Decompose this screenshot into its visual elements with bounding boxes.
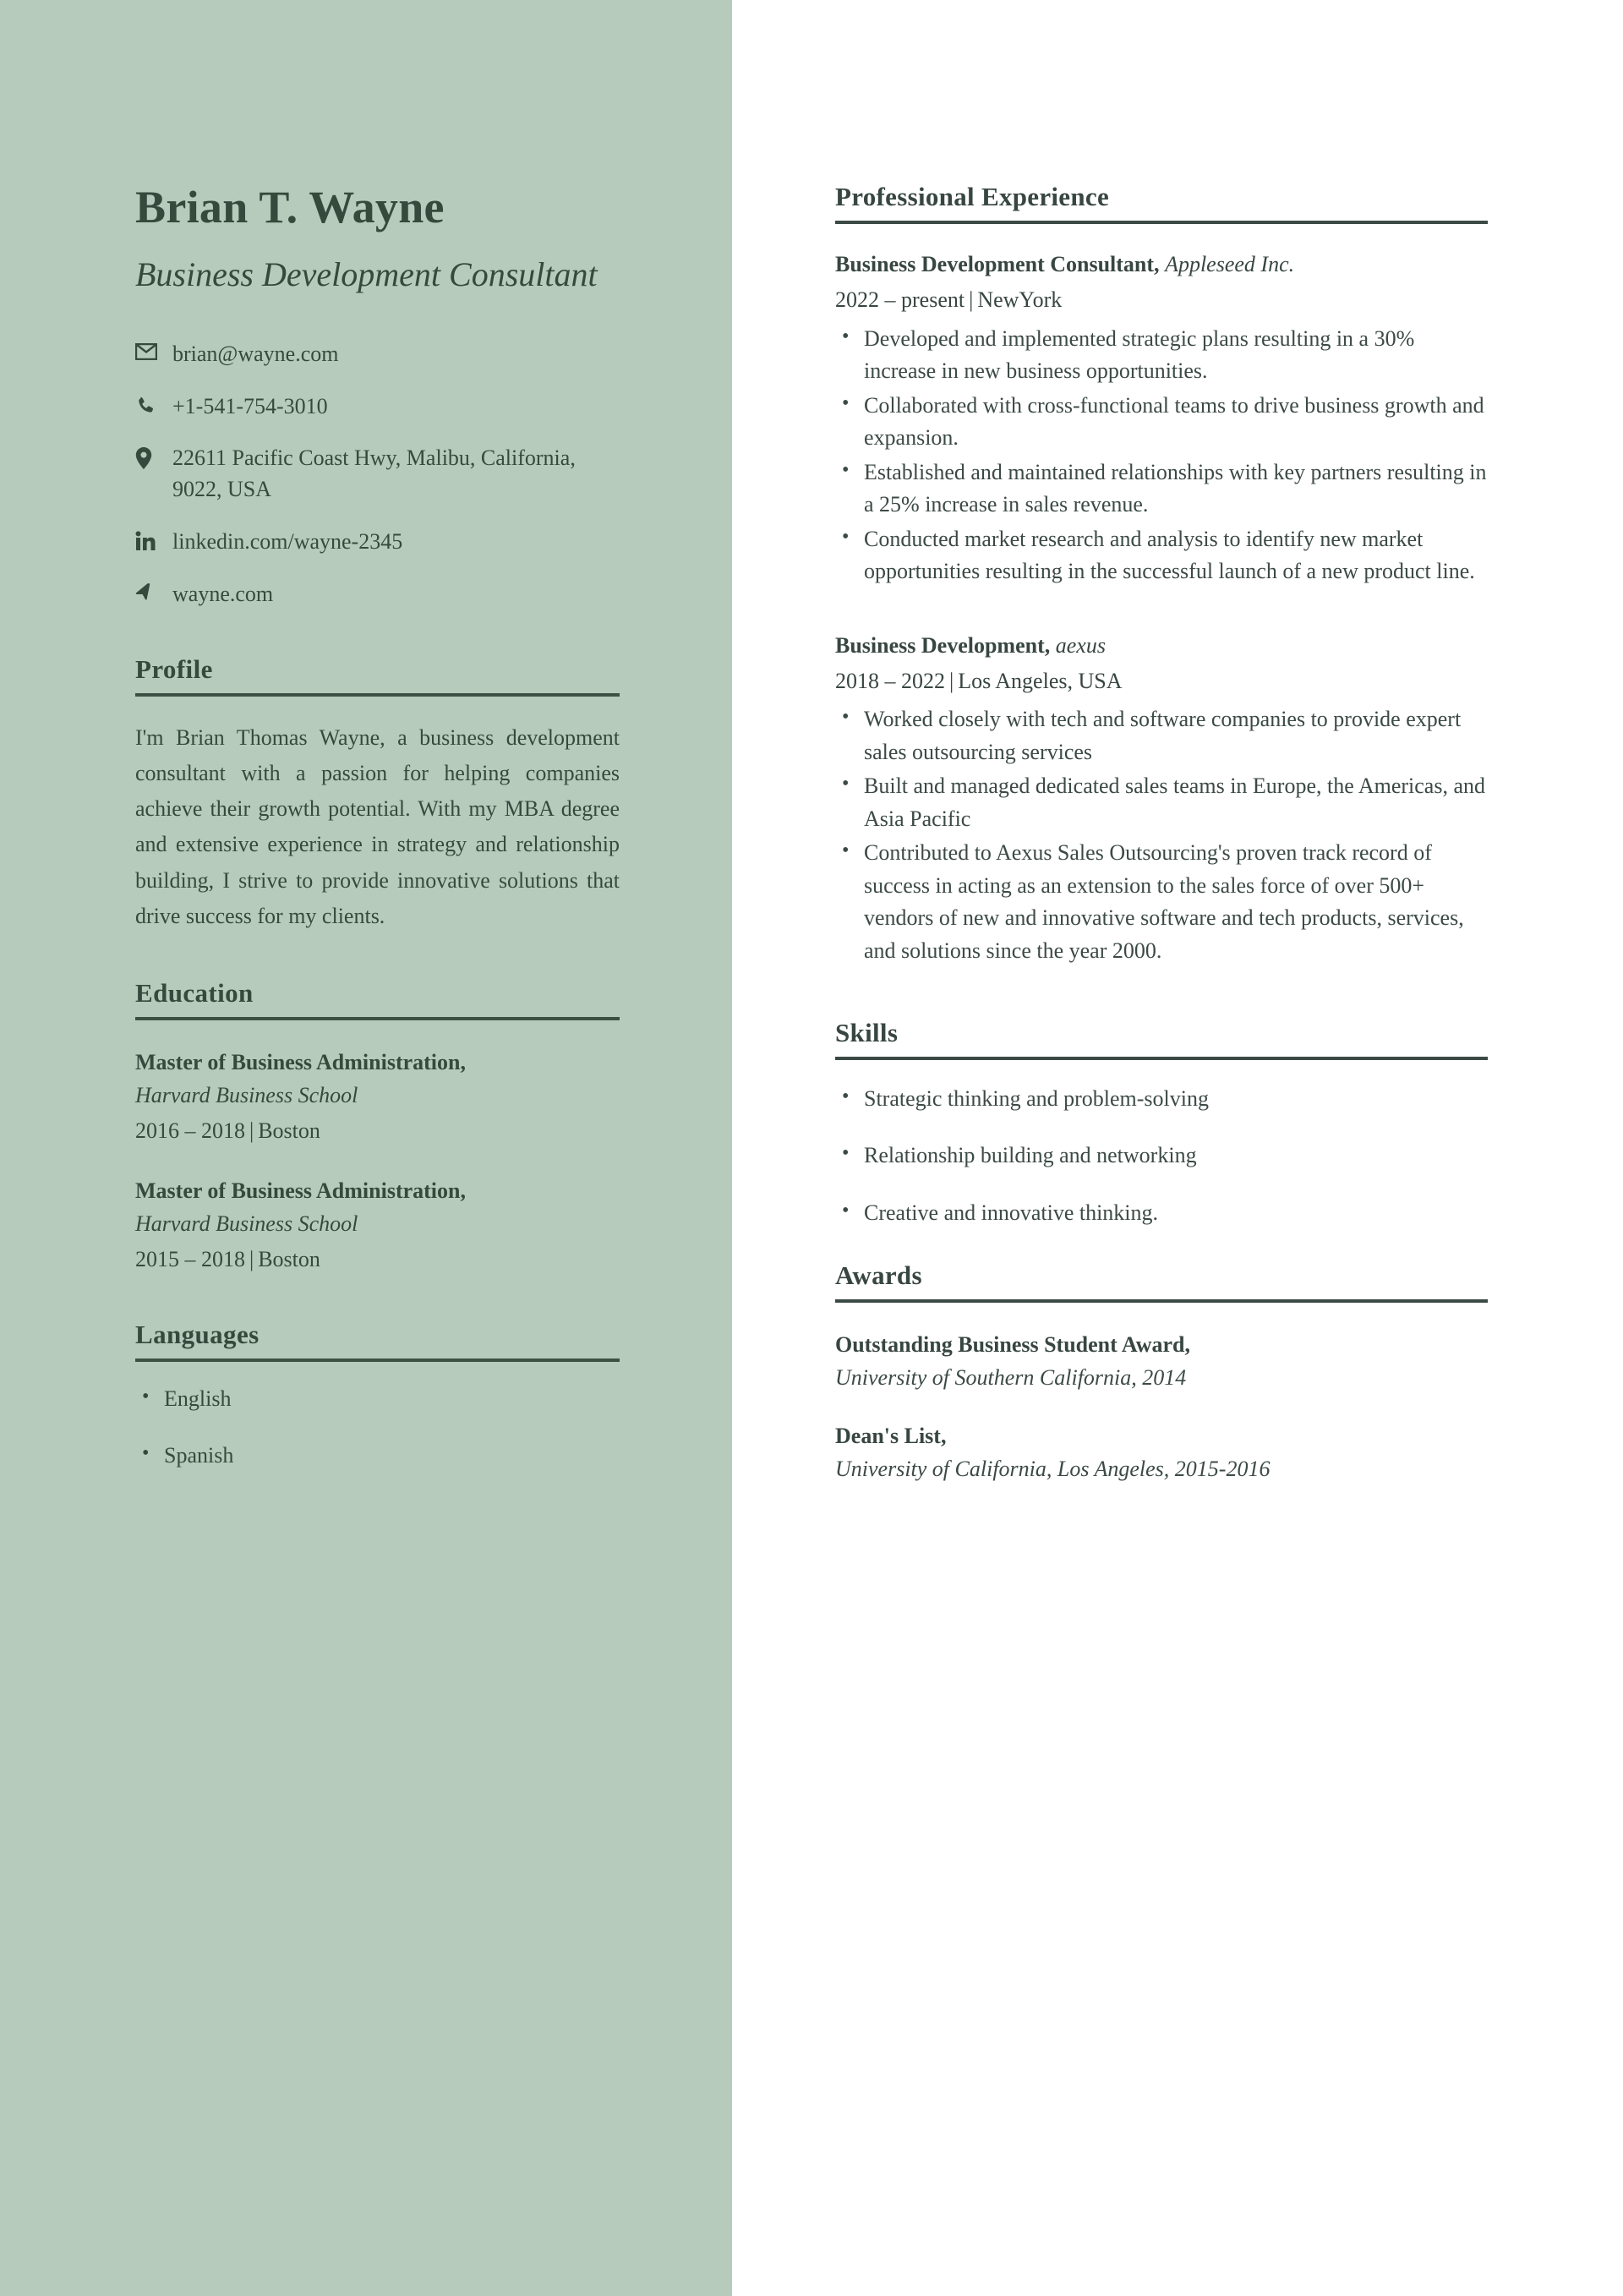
contact-address-value: 22611 Pacific Coast Hwy, Malibu, California, 9022, USA xyxy=(172,446,576,502)
education-entry xyxy=(135,1176,620,1276)
skills-list xyxy=(835,1084,1488,1228)
languages-heading: Languages xyxy=(135,1319,260,1349)
experience-title-line xyxy=(835,249,1488,280)
experience-company: Appleseed Inc. xyxy=(1165,252,1295,276)
separator: | xyxy=(249,1118,254,1144)
contact-email-value: brian@wayne.com xyxy=(172,341,339,366)
award-name: Outstanding Business Student Award, xyxy=(835,1332,1190,1358)
list-item: • Established and maintained relationships with key partners resulting in a 25% increase in sales revenue. xyxy=(835,456,1488,522)
experience-meta xyxy=(835,285,1488,315)
languages-section xyxy=(135,1320,620,1472)
list-item: • Collaborated with cross-functional teams to drive business growth and expansion. xyxy=(835,390,1488,455)
phone-icon xyxy=(135,391,172,416)
list-item: • Conducted market research and analysis to identify new market opportunities resulting in the successful launch of a new product line. xyxy=(835,523,1488,588)
profile-body-text: I'm Brian Thomas Wayne, a business development consultant with a passion for helping companies achieve their growth potential. With my MBA degree and extensive experience in strategy and relationship building, I strive to provide innovative solutions that drive success for my clients. xyxy=(135,725,620,928)
contact-linkedin-value: linkedin.com/wayne-2345 xyxy=(172,529,403,555)
list-item: • Strategic thinking and problem-solving xyxy=(835,1084,1488,1114)
experience-bullet-list xyxy=(835,703,1488,967)
education-location: Boston xyxy=(258,1247,320,1272)
education-school: Harvard Business School xyxy=(135,1211,358,1236)
cursor-arrow-icon xyxy=(135,579,172,604)
contact-item-phone[interactable] xyxy=(135,391,620,423)
profile-section xyxy=(135,654,620,934)
experience-section xyxy=(835,182,1488,967)
awards-heading: Awards xyxy=(835,1260,922,1291)
education-degree: Master of Business Administration, xyxy=(135,1049,466,1074)
education-section xyxy=(135,978,620,1276)
education-heading-rule xyxy=(135,1017,620,1020)
languages-heading-rule xyxy=(135,1358,620,1362)
list-item: • Contributed to Aexus Sales Outsourcing's proven track record of success in acting as an extension to the sales force of over 500+ vendors of new and innovative software and tech products, services, and solutions since the year 2000. xyxy=(835,837,1488,967)
page-title: Brian T. Wayne xyxy=(135,182,445,232)
education-meta xyxy=(135,1244,620,1275)
contact-item-linkedin[interactable] xyxy=(135,527,620,558)
education-years: 2015 – 2018 xyxy=(135,1247,245,1272)
list-item: • Worked closely with tech and software companies to provide expert sales outsourcing services xyxy=(835,703,1488,768)
languages-list xyxy=(135,1384,620,1472)
sidebar xyxy=(0,0,732,2296)
contact-item-address xyxy=(135,443,620,506)
contact-list xyxy=(135,339,620,610)
experience-bullet-list xyxy=(835,323,1488,588)
education-heading: Education xyxy=(135,977,254,1008)
experience-entry xyxy=(835,249,1488,588)
experience-years: 2022 – present xyxy=(835,287,965,313)
award-organization: University of California, Los Angeles, 2015-2016 xyxy=(835,1456,1271,1481)
contact-phone-value: +1-541-754-3010 xyxy=(172,393,328,418)
awards-heading-rule xyxy=(835,1299,1488,1303)
separator: | xyxy=(249,1247,254,1272)
education-meta xyxy=(135,1116,620,1146)
experience-company: aexus xyxy=(1055,632,1106,658)
skills-heading-rule xyxy=(835,1057,1488,1060)
envelope-icon xyxy=(135,339,172,360)
linkedin-icon xyxy=(135,527,172,551)
location-pin-icon xyxy=(135,443,172,469)
list-item: • Built and managed dedicated sales teams in Europe, the Americas, and Asia Pacific xyxy=(835,770,1488,835)
award-organization: University of Southern California, 2014 xyxy=(835,1365,1187,1391)
list-item: • Spanish xyxy=(135,1440,620,1471)
award-entry xyxy=(835,1330,1488,1393)
education-school: Harvard Business School xyxy=(135,1082,358,1107)
experience-years: 2018 – 2022 xyxy=(835,668,945,693)
separator: | xyxy=(949,668,954,693)
list-item: • Relationship building and networking xyxy=(835,1140,1488,1171)
experience-entry xyxy=(835,631,1488,968)
experience-role: Business Development, xyxy=(835,632,1051,658)
profile-heading-rule xyxy=(135,693,620,697)
experience-heading: Professional Experience xyxy=(835,182,1110,211)
education-location: Boston xyxy=(258,1118,320,1144)
award-name: Dean's List, xyxy=(835,1423,947,1448)
experience-title-line xyxy=(835,631,1488,661)
skills-section xyxy=(835,1018,1488,1228)
contact-item-website[interactable] xyxy=(135,579,620,610)
separator: | xyxy=(969,287,974,313)
education-entry xyxy=(135,1047,620,1147)
list-item: • Developed and implemented strategic plans resulting in a 30% increase in new business opportunities. xyxy=(835,323,1488,388)
experience-location: NewYork xyxy=(977,287,1063,313)
list-item: • English xyxy=(135,1384,620,1414)
experience-meta xyxy=(835,666,1488,697)
main-column xyxy=(732,0,1623,2296)
contact-item-email[interactable] xyxy=(135,339,620,370)
award-entry xyxy=(835,1421,1488,1484)
experience-heading-rule xyxy=(835,221,1488,224)
awards-section xyxy=(835,1260,1488,1484)
experience-role: Business Development Consultant, xyxy=(835,252,1160,276)
job-title-subtitle: Business Development Consultant xyxy=(135,255,598,294)
list-item: • Creative and innovative thinking. xyxy=(835,1198,1488,1228)
education-years: 2016 – 2018 xyxy=(135,1118,245,1144)
skills-heading: Skills xyxy=(835,1018,899,1048)
experience-location: Los Angeles, USA xyxy=(958,668,1123,693)
profile-heading: Profile xyxy=(135,654,213,685)
education-degree: Master of Business Administration, xyxy=(135,1178,466,1203)
contact-website-value: wayne.com xyxy=(172,582,274,607)
